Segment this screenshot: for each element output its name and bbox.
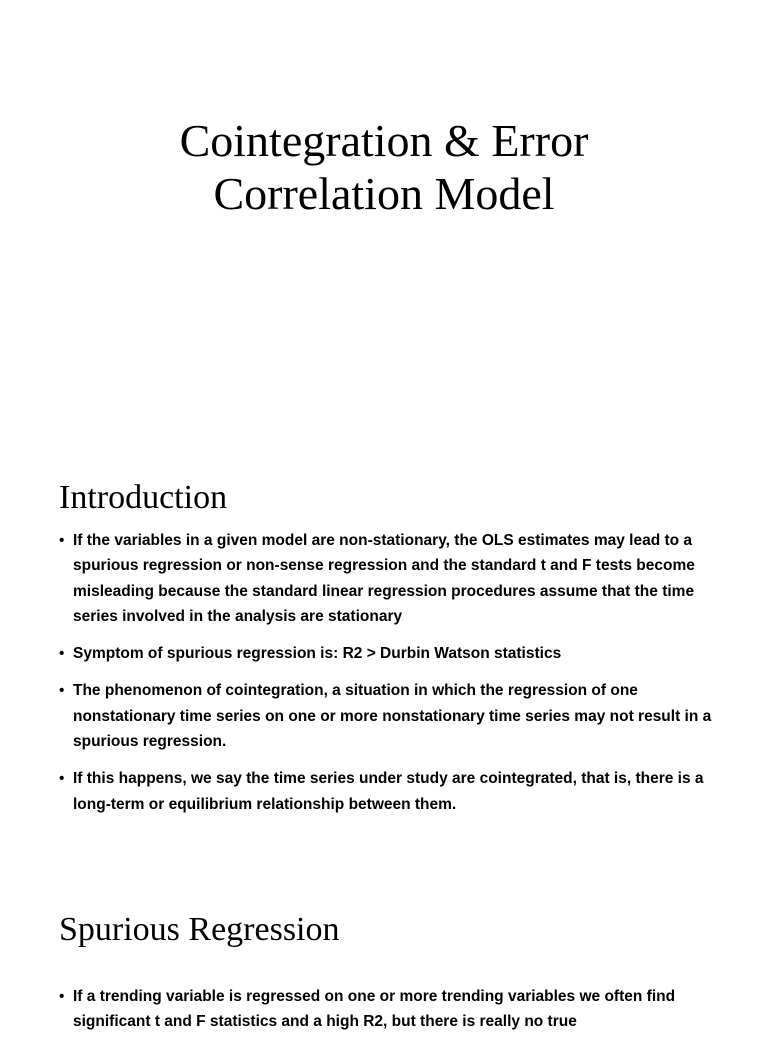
bullet-text: If a trending variable is regressed on one or more trending variables we often find significant t and F statistics and a high R2, but there is really no true [73, 988, 676, 1031]
introduction-heading: Introduction [59, 479, 228, 516]
title-slide [0, 0, 768, 440]
title-line-2: Correlation Model [213, 168, 555, 219]
bullet-text: The phenomenon of cointegration, a situation in which the regression of one nonstationary time series on one or more nonstationary time series may not result in a spurious regression. [73, 682, 712, 751]
bullet-text: Symptom of spurious regression is: R2 > Durbin Watson statistics [73, 645, 562, 663]
bullet-glyph: • [59, 988, 65, 1005]
spurious-regression-heading: Spurious Regression [59, 911, 340, 948]
bullet-item [59, 984, 719, 1035]
title-line-1: Cointegration & Error [179, 115, 589, 166]
bullet-text: If the variables in a given model are non-stationary, the OLS estimates may lead to a spurious regression or non-sense regression and the standard t and F tests become misleading because the standard linear regression procedures assume that the time series involved in the analysis are stationary [73, 532, 695, 625]
introduction-bullet-list [59, 528, 719, 829]
spurious-regression-bullet-list [59, 984, 719, 1047]
bullet-item [59, 528, 719, 629]
presentation-title [0, 114, 768, 220]
bullet-text: If this happens, we say the time series under study are cointegrated, that is, there is a long-term or equilibrium relationship between them. [73, 770, 704, 813]
bullet-glyph: • [59, 532, 65, 549]
bullet-glyph: • [59, 682, 65, 700]
bullet-glyph: • [59, 770, 65, 788]
bullet-item [59, 678, 719, 754]
bullet-glyph: • [59, 645, 65, 663]
bullet-item [59, 766, 719, 817]
bullet-item [59, 641, 719, 666]
